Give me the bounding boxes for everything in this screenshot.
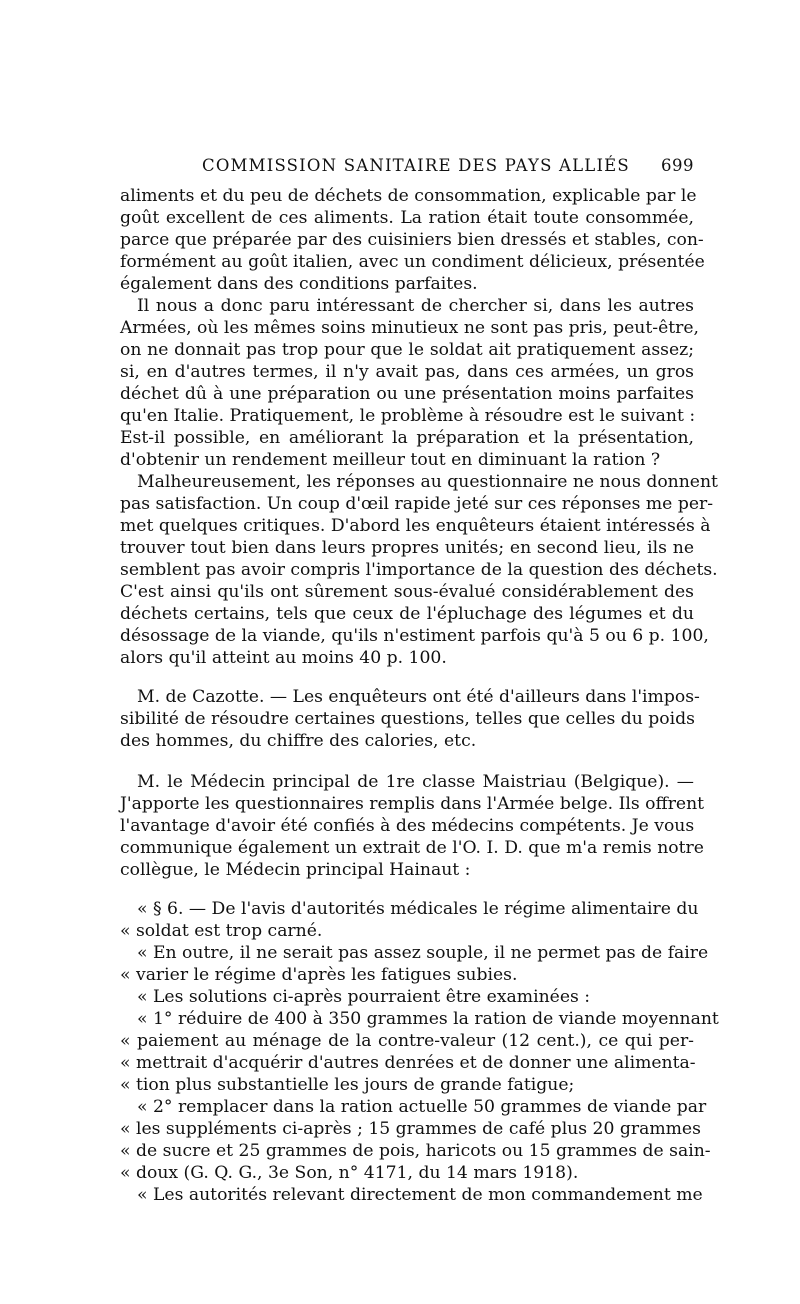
text-line: M. de Cazotte. — Les enquêteurs ont été d'ailleurs dans l'impos- xyxy=(137,687,700,707)
page-number: 699 xyxy=(661,156,694,175)
text-line: M. le Médecin principal de 1re classe Maistriau (Belgique). — xyxy=(137,772,694,792)
text-line: semblent pas avoir compris l'importance de la question des déchets. xyxy=(120,560,718,580)
text-line: Est-il possible, en améliorant la préparation et la présentation, xyxy=(120,428,694,448)
text-line: d'obtenir un rendement meilleur tout en diminuant la ration ? xyxy=(120,450,661,470)
text-line: « 1° réduire de 400 à 350 grammes la ration de viande moyennant xyxy=(137,1009,719,1029)
text-line: communique également un extrait de l'O. I. D. que m'a remis notre xyxy=(120,838,704,858)
text-line: met quelques critiques. D'abord les enquêteurs étaient intéressés à xyxy=(120,516,711,536)
text-line: désossage de la viande, qu'ils n'estiment parfois qu'à 5 ou 6 p. 100, xyxy=(120,626,709,646)
text-line: « soldat est trop carné. xyxy=(120,921,323,941)
text-line: qu'en Italie. Pratiquement, le problème à résoudre est le suivant : xyxy=(120,406,696,426)
text-line: l'avantage d'avoir été confiés à des médecins compétents. Je vous xyxy=(120,816,695,836)
text-line: déchets certains, tels que ceux de l'épluchage des légumes et du xyxy=(120,604,694,624)
text-line: si, en d'autres termes, il n'y avait pas, dans ces armées, un gros xyxy=(120,362,694,382)
text-line: Malheureusement, les réponses au questionnaire ne nous donnent xyxy=(137,472,718,492)
text-line: des hommes, du chiffre des calories, etc. xyxy=(120,731,477,751)
text-line: on ne donnait pas trop pour que le soldat ait pratiquement assez; xyxy=(120,340,694,360)
text-line: « 2° remplacer dans la ration actuelle 50 grammes de viande par xyxy=(137,1097,707,1117)
text-line: déchet dû à une préparation ou une présentation moins parfaites xyxy=(120,384,694,404)
text-line: aliments et du peu de déchets de consommation, explicable par le xyxy=(120,186,697,206)
running-header xyxy=(120,156,694,180)
text-line: « Les solutions ci-après pourraient être examinées : xyxy=(137,987,591,1007)
text-line: alors qu'il atteint au moins 40 p. 100. xyxy=(120,648,447,668)
text-line: Armées, où les mêmes soins minutieux ne sont pas pris, peut-être, xyxy=(120,318,700,338)
text-line: « mettrait d'acquérir d'autres denrées et de donner une alimenta- xyxy=(120,1053,696,1073)
text-line: « les suppléments ci-après ; 15 grammes de café plus 20 grammes xyxy=(120,1119,701,1139)
text-line: « § 6. — De l'avis d'autorités médicales le régime alimentaire du xyxy=(137,899,699,919)
text-line: pas satisfaction. Un coup d'œil rapide jeté sur ces réponses me per- xyxy=(120,494,714,514)
text-line: « doux (G. Q. G., 3e Son, n° 4171, du 14 mars 1918). xyxy=(120,1163,579,1183)
text-line: J'apporte les questionnaires remplis dans l'Armée belge. Ils offrent xyxy=(120,794,705,814)
text-line: goût excellent de ces aliments. La ration était toute consommée, xyxy=(120,208,694,228)
text-line: sibilité de résoudre certaines questions, telles que celles du poids xyxy=(120,709,695,729)
text-line: parce que préparée par des cuisiniers bien dressés et stables, con- xyxy=(120,230,704,250)
text-line: Il nous a donc paru intéressant de chercher si, dans les autres xyxy=(137,296,694,316)
text-line: également dans des conditions parfaites. xyxy=(120,274,478,294)
text-line: « En outre, il ne serait pas assez souple, il ne permet pas de faire xyxy=(137,943,709,963)
text-line: « varier le régime d'après les fatigues subies. xyxy=(120,965,518,985)
text-line: trouver tout bien dans leurs propres unités; en second lieu, ils ne xyxy=(120,538,694,558)
text-line: « tion plus substantielle les jours de grande fatigue; xyxy=(120,1075,575,1095)
text-line: « paiement au ménage de la contre-valeur (12 cent.), ce qui per- xyxy=(120,1031,694,1051)
text-line: C'est ainsi qu'ils ont sûrement sous-évalué considérablement des xyxy=(120,582,694,602)
text-line: « Les autorités relevant directement de mon commandement me xyxy=(137,1185,703,1205)
header-title: COMMISSION SANITAIRE DES PAYS ALLIÉS xyxy=(202,156,630,175)
text-line: collègue, le Médecin principal Hainaut : xyxy=(120,860,471,880)
text-line: formément au goût italien, avec un condiment délicieux, présentée xyxy=(120,252,705,272)
text-line: « de sucre et 25 grammes de pois, haricots ou 15 grammes de sain- xyxy=(120,1141,711,1161)
